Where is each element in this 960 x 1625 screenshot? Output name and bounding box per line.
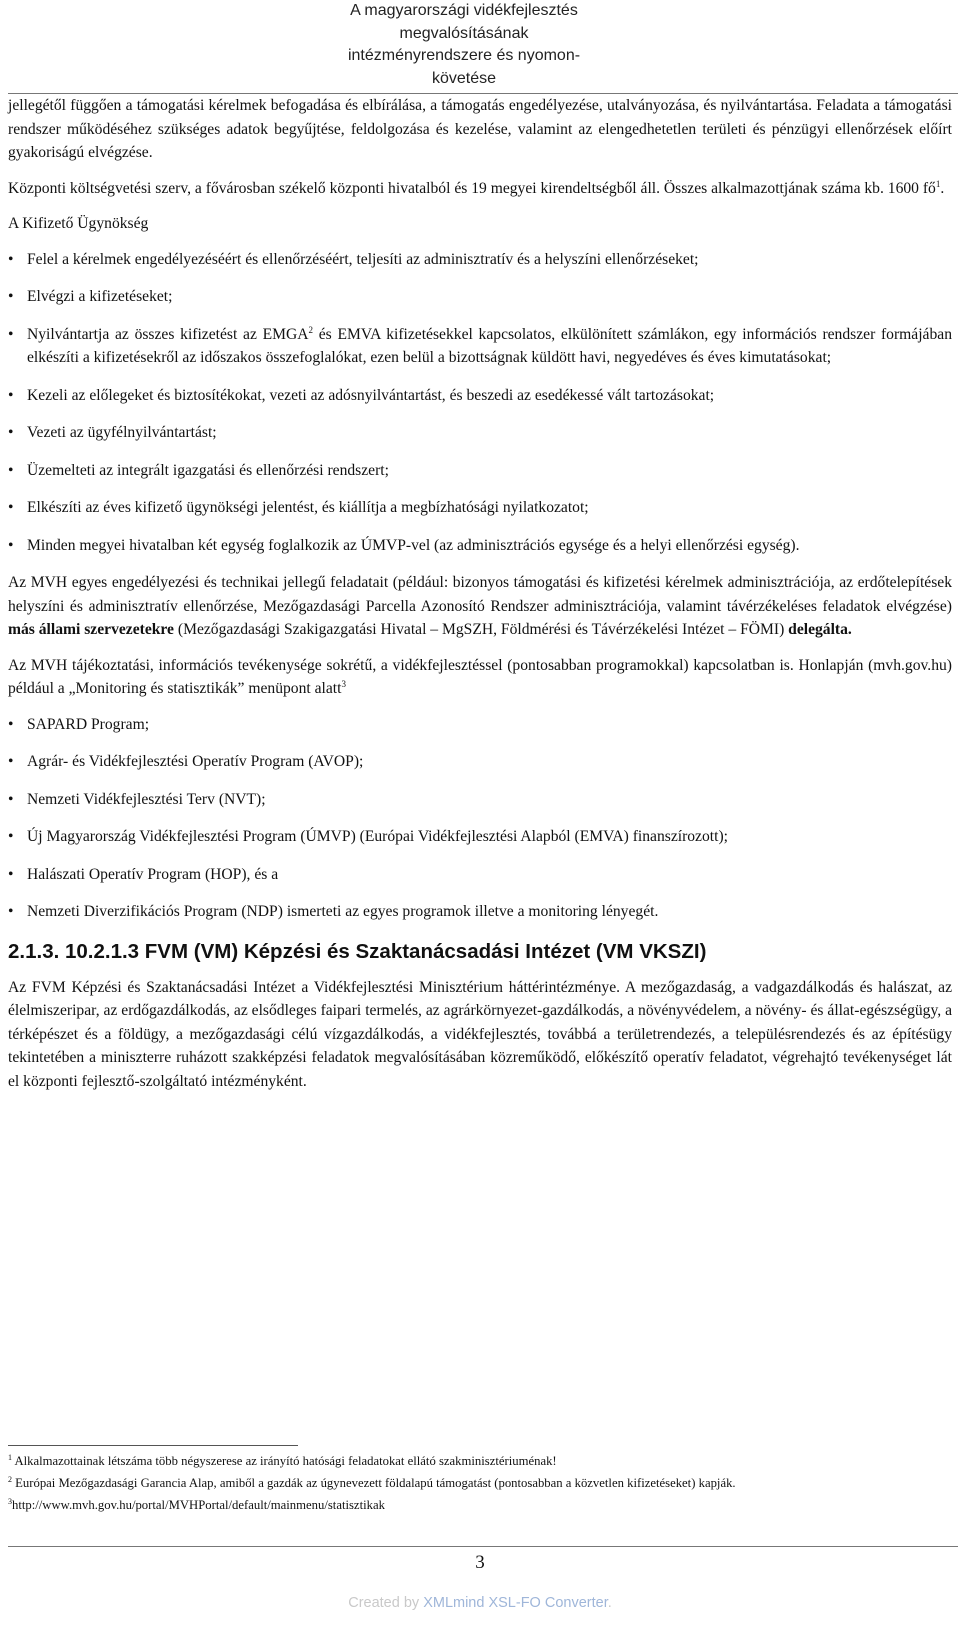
list-item-text: Vezeti az ügyfélnyilvántartást;: [27, 424, 217, 441]
paragraph-text: (Mezőgazdasági Szakigazgatási Hivatal – MgSZH, Földmérési és Távérzékelési Intézet – FÖMI): [173, 621, 789, 638]
footnote: [8, 1474, 952, 1493]
footnote-text: Alkalmazottainak létszáma több négyszerese az irányító hatósági feladatokat ellátó szakminisztériuménak!: [12, 1454, 557, 1468]
list-item: • Nemzeti Diverzifikációs Program (NDP) ismerteti az egyes programok illetve a monitoring lényegét.: [8, 900, 952, 924]
list-item: [8, 285, 952, 309]
list-item: [8, 248, 952, 272]
header-line: követése: [431, 69, 497, 87]
list-item: [8, 421, 952, 445]
list-item-text: Elkészíti az éves kifizető ügynökségi jelentést, és kiállítja a megbízhatósági nyilatkozatot;: [27, 499, 589, 516]
list-item: • Nemzeti Vidékfejlesztési Terv (NVT);: [8, 788, 952, 812]
paragraph-tail: .: [940, 179, 945, 197]
watermark-text: .: [607, 1595, 612, 1611]
footnote-ref-2[interactable]: 2: [308, 324, 314, 335]
list-item-text: Minden megyei hivatalban két egység foglalkozik az ÚMVP-vel (az adminisztrációs egysége és a helyi ellenőrzési egység).: [27, 536, 800, 554]
paragraph-text: Az MVH egyes engedélyezési és technikai jellegű feladatait (például: bizonyos támogatási és kifizetési kérelmek adminisztrációja, az erdőtelepítések helyszíni és adminisztratív ellenőrzése, Mezőgazdasági Parcella Azonosító Rendszer adminisztrációja, valamint távérzékeléses feladatok elvégzése): [8, 574, 952, 615]
watermark-text: Created by: [348, 1595, 424, 1611]
header-line: A magyarországi vidékfejlesztés: [350, 2, 578, 19]
page-number: 3: [475, 1552, 485, 1573]
list-item-text: Felel a kérelmek engedélyezéséért és ellenőrzéséért, teljesíti az adminisztratív és a helyszíni ellenőrzéseket;: [27, 250, 699, 268]
footnote-number: 1: [8, 1452, 12, 1462]
footnote-ref-3[interactable]: 3: [341, 678, 346, 689]
bold-text: más állami szervezetekre: [8, 621, 174, 638]
program-list: [8, 713, 952, 924]
list-item: [8, 459, 952, 483]
info-paragraph: [8, 654, 952, 701]
watermark-brand: XMLmind XSL-FO Converter: [423, 1595, 608, 1611]
main-content: [8, 94, 952, 1105]
footnote: [8, 1496, 952, 1515]
footnote-text: Európai Mezőgazdasági Garancia Alap, amiből a gazdák az úgynevezett földalapú támogatást (pontosabban a közvetlen kifizetéseket) kapják.: [12, 1476, 736, 1490]
footnote-number: 3: [8, 1496, 12, 1506]
bold-text: delegálta.: [788, 621, 852, 638]
list-item-text: Nyilvántartja az összes kifizetést az EMGA: [27, 325, 309, 343]
footer-divider: [8, 1546, 958, 1547]
header-line: intézményrendszere és nyomon-: [347, 47, 581, 64]
footnote-number: 2: [8, 1474, 12, 1484]
footnote-link[interactable]: http://www.mvh.gov.hu/portal/MVHPortal/default/mainmenu/statisztikak: [12, 1498, 385, 1512]
list-item: [8, 496, 952, 520]
footnote: [8, 1452, 952, 1471]
list-item: [8, 323, 952, 370]
list-item-text: Elvégzi a kifizetéseket;: [27, 288, 173, 305]
section-heading: 2.1.3. 10.2.1.3 FVM (VM) Képzési és Szaktanácsadási Intézet (VM VKSZI): [8, 939, 707, 963]
section-paragraph: Az FVM Képzési és Szaktanácsadási Intézet a Vidékfejlesztési Minisztérium háttérintézménye. A mezőgazdaság, a vadgazdálkodás és halászat, az élelmiszeripar, az erdőgazdálkodás, az elsődleges faipari termelés, az agrárkörnyezet-gazdálkodás, a növényvédelem, a növény- és állat-egészségügy, a térképészet és a földügy, a mezőgazdasági célú vízgazdálkodás, a vidékfejlesztés, továbbá a területrendezés, a településrendezés és az építésügy tekintetében a miniszterre ruházott szakképzési feladatok megvalósításában közreműködő, előkészítő operatív feladatot, végrehajtó tevékenységet lát el központi fejlesztő-szolgáltató intézményként.: [8, 978, 952, 1090]
watermark: [0, 1593, 960, 1613]
agency-heading: A Kifizető Ügynökség: [8, 215, 149, 232]
list-item: [8, 534, 952, 558]
list-item-text: és EMVA kifizetésekkel kapcsolatos, elkülönített számlákon, egy információs rendszer formájában elkészíti a kifizetésekről az időszakos összefoglalókat, ezen belül a bizottságnak küldött havi, negyedéves és éves kimutatásokat;: [27, 325, 952, 366]
list-item-text: Üzemelteti az integrált igazgatási és ellenőrzési rendszert;: [27, 461, 389, 479]
central-budget-paragraph: [8, 177, 952, 201]
intro-paragraph: jellegétől függően a támogatási kérelmek befogadása és elbírálása, a támogatás engedélyezése, utalványozása, és nyilvántartása. Feladata a támogatási rendszer működéséhez szükséges adatok begyűjtése, feldolgozása és kezelése, valamint az elengedhetetlen területi és pénzügyi ellenőrzések előírt gyakoriságú elvégzése.: [8, 97, 952, 161]
list-item-text: Kezeli az előlegeket és biztosítékokat, vezeti az adósnyilvántartást, és beszedi az esedékessé vált tartozásokat;: [27, 386, 715, 404]
footnotes: [8, 1452, 952, 1518]
delegation-paragraph: [8, 571, 952, 642]
running-header: [302, 0, 626, 90]
list-item: • Új Magyarország Vidékfejlesztési Program (ÚMVP) (Európai Vidékfejlesztési Alapból (EMVA) finanszírozott);: [8, 825, 952, 849]
list-item: • SAPARD Program;: [8, 713, 952, 737]
paragraph-text: Központi költségvetési szerv, a fővárosban székelő központi hivatalból és 19 megyei kirendeltségből áll. Összes alkalmazottjának száma kb. 1600 fő: [8, 179, 936, 197]
header-line: megvalósításának: [399, 24, 529, 42]
footnote-divider: [8, 1445, 298, 1446]
agency-task-list: [8, 248, 952, 558]
paragraph-text: Az MVH tájékoztatási, információs tevékenysége sokrétű, a vidékfejlesztéssel (pontosabban programokkal) kapcsolatban is. Honlapján (mvh.gov.hu) például a „Monitoring és statisztikák” menüpont alatt: [8, 656, 952, 697]
list-item: [8, 384, 952, 408]
list-item: • Agrár- és Vidékfejlesztési Operatív Program (AVOP);: [8, 750, 952, 774]
footnote-ref-1[interactable]: 1: [935, 178, 941, 189]
list-item: • Halászati Operatív Program (HOP), és a: [8, 863, 952, 887]
